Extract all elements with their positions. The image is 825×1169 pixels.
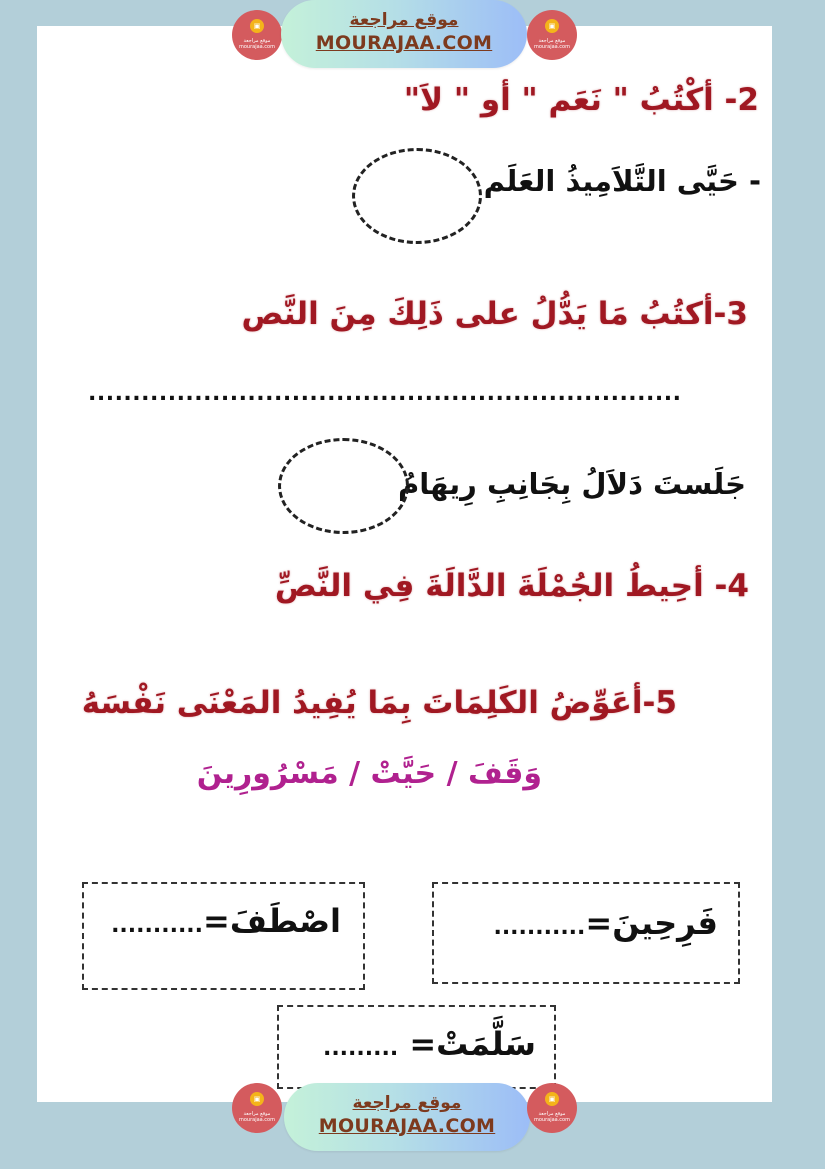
logo-caption-ar: موقع مراجعة: [243, 1111, 271, 1117]
equals-sign: =: [203, 902, 230, 940]
answer-ellipse-q3[interactable]: [278, 438, 409, 534]
answer-ellipse-q2[interactable]: [352, 148, 482, 244]
answer-box-farihin[interactable]: [432, 882, 740, 984]
entry-word: سَلَّمَتْ: [436, 1025, 536, 1063]
word-bank: وَقَفَ / حَيَّتْ / مَسْرُورِينَ: [196, 756, 542, 791]
logo-caption-en: mourajaa.com: [533, 44, 570, 50]
site-banner-top[interactable]: [281, 0, 527, 68]
logo-badge-right-bottom[interactable]: [527, 1083, 577, 1133]
site-banner-bottom[interactable]: [284, 1083, 530, 1151]
logo-caption: [527, 1111, 577, 1123]
answer-entry: [493, 904, 718, 942]
logo-badge-left-bottom[interactable]: [232, 1083, 282, 1133]
logo-caption: [232, 1111, 282, 1123]
logo-caption: [527, 38, 577, 50]
answer-box-istaffa[interactable]: [82, 882, 365, 990]
entry-blank[interactable]: ...........: [493, 915, 586, 940]
book-icon: ▣: [545, 19, 559, 33]
answer-box-sallamat[interactable]: [277, 1005, 556, 1089]
logo-caption-en: mourajaa.com: [238, 44, 275, 50]
entry-word: فَرِحِينَ: [612, 904, 718, 942]
equals-sign: =: [585, 904, 613, 942]
question-2-title: 2- أكْتُبُ " نَعَم " أو " لاَ": [403, 82, 759, 118]
logo-caption-ar: موقع مراجعة: [538, 1111, 566, 1117]
logo-badge-right[interactable]: [527, 10, 577, 60]
question-3-title: 3-أكتُبُ مَا يَدُّلُ على ذَلِكَ مِنَ النَّص: [241, 296, 748, 332]
equals-sign: =: [409, 1025, 437, 1063]
site-name-arabic[interactable]: موقع مراجعة: [352, 1093, 462, 1113]
book-icon: ▣: [250, 1092, 264, 1106]
site-link[interactable]: MOURAJAA.COM: [318, 1115, 496, 1137]
question-5-title: 5-أعَوِّضُ الكَلِمَاتَ بِمَا يُفِيدُ المَعْنَى نَفْسَهُ: [81, 685, 677, 721]
logo-caption-ar: موقع مراجعة: [243, 38, 271, 44]
logo-caption-en: mourajaa.com: [533, 1117, 570, 1123]
entry-blank[interactable]: ...........: [111, 913, 204, 938]
question-3-statement: جَلَستَ دَلاَلُ بِجَانِبِ رِيهَامُ: [397, 467, 746, 501]
book-icon: ▣: [545, 1092, 559, 1106]
answer-dotted-line[interactable]: ...................................................................: [88, 384, 682, 404]
logo-caption-ar: موقع مراجعة: [538, 38, 566, 44]
logo-caption: [232, 38, 282, 50]
entry-blank[interactable]: .........: [322, 1036, 399, 1061]
answer-entry: [111, 902, 341, 940]
answer-entry: [323, 1025, 536, 1063]
logo-badge-left[interactable]: [232, 10, 282, 60]
logo-caption-en: mourajaa.com: [238, 1117, 275, 1123]
question-2-statement: - حَيَّى التَّلاَمِيذُ العَلَم: [483, 164, 761, 198]
book-icon: ▣: [250, 19, 264, 33]
question-4-title: 4- أحِيطُ الجُمْلَةَ الدَّالَةَ فِي النَّصِّ: [274, 568, 749, 604]
site-link[interactable]: MOURAJAA.COM: [315, 32, 493, 54]
site-name-arabic[interactable]: موقع مراجعة: [349, 10, 459, 30]
entry-word: اصْطَفَ: [229, 902, 341, 940]
